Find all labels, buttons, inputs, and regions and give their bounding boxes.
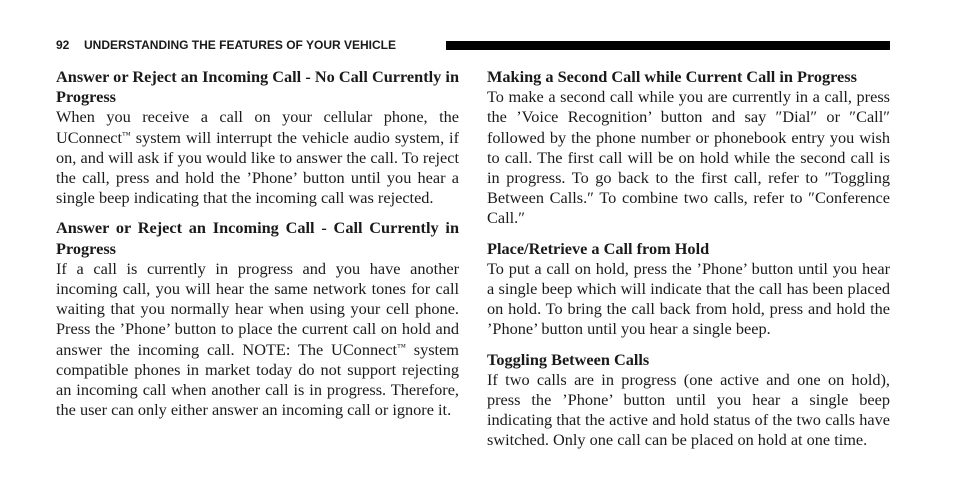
section-body: When you receive a call on your cellular phone, the UConnect™ system will interrupt the vehicle audio system, if on, and will ask if you would like to answer the call. To reject the call, press and hold the ’Phone’ button until you hear a single beep indicating that the incoming call was rejected. <box>56 107 459 208</box>
section-title: UNDERSTANDING THE FEATURES OF YOUR VEHICLE <box>84 38 397 52</box>
section-heading: Making a Second Call while Current Call in Progress <box>487 67 857 86</box>
section-heading: Toggling Between Calls <box>487 349 650 369</box>
section-body: To put a call on hold, press the ’Phone’ button until you hear a single beep which will indicate that the call has been placed on hold. To bring the call back from hold, press and hold the ’Phone’ button until you hear a single beep. <box>487 258 890 339</box>
section-body: If two calls are in progress (one active and one on hold), press the ’Phone’ button until you hear a single beep indicating that the active and hold status of the two calls have switched. Only one call can be placed on hold at one time. <box>487 369 890 450</box>
section-answer-reject-no-call <box>56 67 459 208</box>
section-body: If a call is currently in progress and you have another incoming call, you will hear the same network tones for call waiting that you normally hear when using your cell phone. Press the ’Phone’ button to place the current call on hold and answer the incoming call. NOTE: The UConnect™ system compatible phones in market today do not support rejecting an incoming call when another call is in progress. Therefore, the user can only either answer an incoming call or ignore it. <box>56 258 459 420</box>
page-header <box>56 38 890 52</box>
section-second-call <box>487 67 890 229</box>
section-body: To make a second call while you are currently in a call, press the ’Voice Recognition’ button and say ″Dial″ or ″Call″ followed by the phone number or phonebook entry you wish to call. The first call will be on hold while the second call is in progress. To go back to the first call, refer to ″Toggling Between Calls.″ To combine two calls, refer to ″Conference Call.″ <box>487 87 890 228</box>
section-hold <box>487 239 890 340</box>
section-heading: Answer or Reject an Incoming Call - No Call Currently in Progress <box>56 67 459 107</box>
section-heading: Answer or Reject an Incoming Call - Call Currently in Progress <box>56 218 459 258</box>
section-answer-reject-call-in-progress <box>56 218 459 420</box>
trademark-mark: ™ <box>397 341 406 352</box>
right-column <box>487 67 890 461</box>
page-number: 92 <box>56 38 70 52</box>
trademark-mark: ™ <box>122 129 131 140</box>
section-toggling <box>487 350 890 451</box>
section-heading: Place/Retrieve a Call from Hold <box>487 238 710 258</box>
left-column <box>56 67 459 430</box>
header-rule <box>446 41 890 50</box>
